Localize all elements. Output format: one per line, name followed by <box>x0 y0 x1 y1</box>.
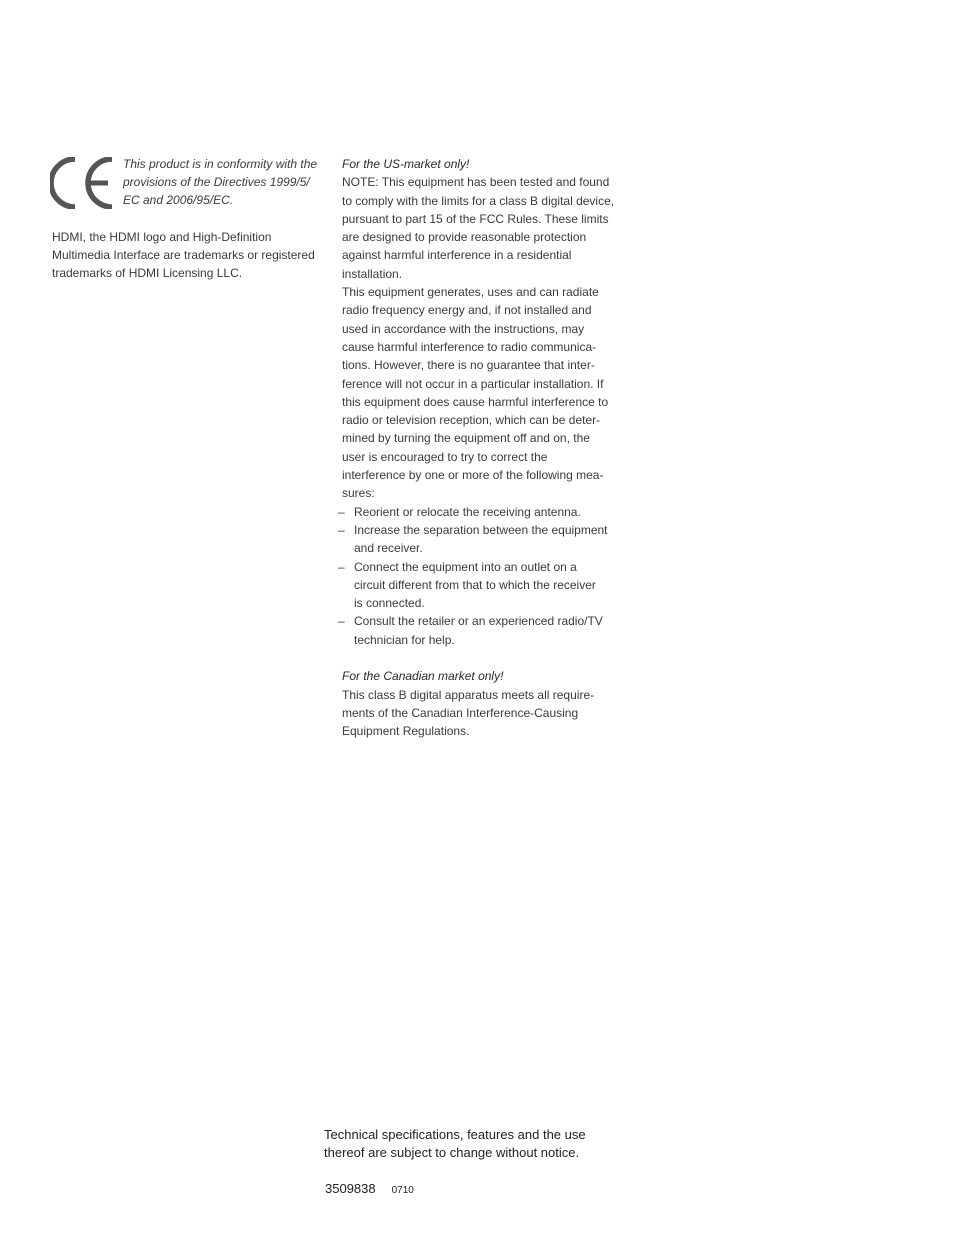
list-item <box>338 558 632 613</box>
list-item <box>338 612 632 649</box>
list-item-text: Reorient or relocate the receiving antenna. <box>354 504 581 519</box>
disclaimer-line: Technical specifications, features and the use <box>324 1127 586 1142</box>
version-code: 0710 <box>391 1185 414 1196</box>
list-item-text: Consult the retailer or an experienced radio/TV <box>354 614 603 629</box>
ce-mark-logo <box>50 157 118 209</box>
interference-line: this equipment does cause harmful interference to <box>342 394 609 409</box>
fcc-note-line: NOTE: This equipment has been tested and found <box>342 175 610 190</box>
interference-line: mined by turning the equipment off and on, the <box>342 431 590 446</box>
interference-line: used in accordance with the instructions, may <box>342 321 585 336</box>
interference-line: cause harmful interference to radio communica- <box>342 339 597 354</box>
interference-line: ference will not occur in a particular installation. If <box>342 376 604 391</box>
list-item-text: Connect the equipment into an outlet on a <box>354 559 577 574</box>
ce-statement-line: provisions of the Directives 1999/5/ <box>123 175 310 190</box>
ce-statement-line: This product is in conformity with the <box>123 157 318 171</box>
canadian-market-heading: For the Canadian market only! <box>342 669 504 684</box>
list-item-text: circuit different from that to which the receiver <box>354 577 596 592</box>
interference-line: radio frequency energy and, if not installed and <box>342 303 592 318</box>
canadian-notice-line: This class B digital apparatus meets all require- <box>342 687 595 702</box>
fcc-note-line: pursuant to part 15 of the FCC Rules. These limits <box>342 211 609 226</box>
hdmi-notice-line: trademarks of HDMI Licensing LLC. <box>52 266 243 281</box>
regulatory-notices-column <box>338 155 632 741</box>
interference-paragraph <box>342 283 632 503</box>
hdmi-notice-line: HDMI, the HDMI logo and High-Definition <box>52 230 272 244</box>
us-market-heading: For the US-market only! <box>342 157 470 171</box>
interference-line: interference by one or more of the following mea- <box>342 468 604 483</box>
fcc-note-line: against harmful interference in a residential <box>342 248 572 263</box>
list-dash: – <box>338 559 345 574</box>
section-spacer <box>342 649 632 667</box>
interference-line: This equipment generates, uses and can radiate <box>342 285 599 300</box>
canadian-notice-line: ments of the Canadian Interference-Causing <box>342 705 579 720</box>
specifications-disclaimer <box>324 1126 644 1162</box>
canadian-notice-paragraph <box>342 686 632 741</box>
list-dash: – <box>338 504 345 519</box>
hdmi-trademark-notice <box>52 228 342 283</box>
hdmi-notice-line: Multimedia Interface are trademarks or registered <box>52 248 315 263</box>
interference-line: tions. However, there is no guarantee that inter- <box>342 358 595 373</box>
list-dash: – <box>338 614 345 629</box>
fcc-note-line: are designed to provide reasonable protection <box>342 230 587 245</box>
list-item-text: and receiver. <box>354 541 423 556</box>
interference-line: radio or television reception, which can be deter- <box>342 413 601 428</box>
fcc-note-line: installation. <box>342 266 403 281</box>
list-item-text: Increase the separation between the equipment <box>354 522 608 537</box>
interference-line: user is encouraged to try to correct the <box>342 449 548 464</box>
list-item <box>338 503 632 521</box>
interference-line: sures: <box>342 486 375 501</box>
document-codes <box>325 1181 414 1196</box>
fcc-note-paragraph <box>342 173 632 283</box>
ce-conformity-statement <box>123 155 333 210</box>
part-number: 3509838 <box>325 1181 376 1196</box>
list-item-text: technician for help. <box>354 632 455 647</box>
fcc-note-line: to comply with the limits for a class B digital device, <box>342 193 615 208</box>
list-item-text: is connected. <box>354 596 425 611</box>
disclaimer-line: thereof are subject to change without notice. <box>324 1145 580 1160</box>
list-item <box>338 521 632 558</box>
ce-statement-line: EC and 2006/95/EC. <box>123 193 234 208</box>
measures-list <box>338 503 632 649</box>
canadian-notice-line: Equipment Regulations. <box>342 724 470 739</box>
list-dash: – <box>338 522 345 537</box>
